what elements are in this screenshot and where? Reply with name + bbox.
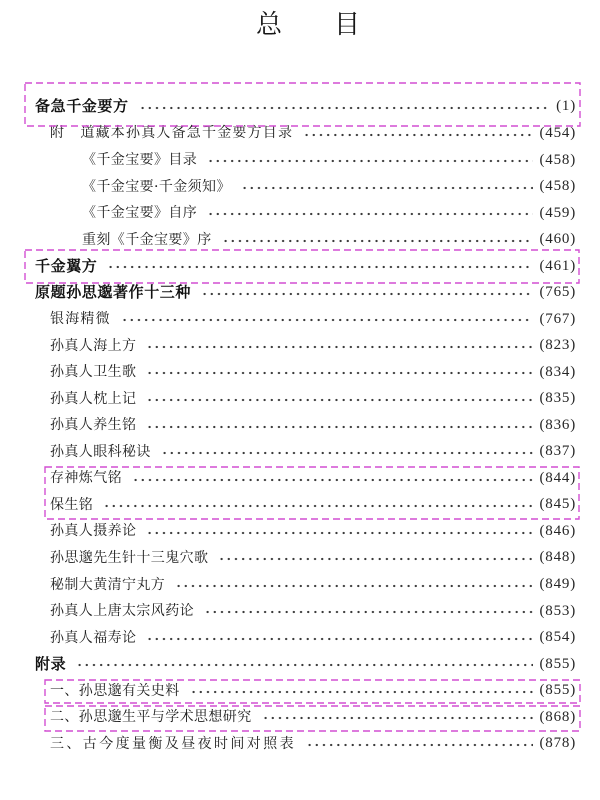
entry-page-number: (855) (539, 682, 576, 699)
entry-page-number: (767) (539, 310, 576, 327)
entry-title: 千金翼方 (35, 256, 98, 275)
dot-leader (146, 332, 532, 359)
entry-title: 《千金宝要》自序 (82, 205, 198, 222)
toc-subentry (0, 173, 576, 200)
toc-section (0, 253, 576, 280)
entry-page-number: (460) (539, 231, 576, 248)
dot-leader (303, 120, 532, 147)
toc-entry (0, 624, 576, 651)
dot-leader (241, 173, 533, 200)
entry-title: 《千金宝要·千金须知》 (82, 178, 231, 195)
entry-title: 备急千金要方 (35, 97, 129, 116)
entry-page-number: (461) (539, 257, 576, 274)
entry-title: 二、孙思邈生平与学术思想研究 (50, 709, 252, 726)
dot-leader (175, 571, 532, 598)
entry-page-number: (835) (539, 390, 576, 407)
entry-title: 保生铭 (50, 496, 94, 513)
dot-leader (146, 359, 532, 386)
toc-entry (0, 359, 576, 386)
entry-page-number: (454) (539, 124, 576, 141)
entry-title: 一、孙思邈有关史料 (50, 682, 180, 699)
dot-leader (201, 279, 532, 306)
toc-subentry (0, 226, 576, 253)
dot-leader (103, 492, 532, 519)
entry-page-number: (846) (539, 522, 576, 539)
entry-title: 重刻《千金宝要》序 (82, 231, 212, 248)
dot-leader (107, 253, 532, 280)
toc-section-heading (0, 279, 576, 306)
entry-title: 三、古今度量衡及昼夜时间对照表 (50, 735, 296, 752)
dot-leader (146, 386, 532, 413)
toc-entry (0, 598, 576, 625)
entry-title: 孙真人卫生歌 (50, 364, 137, 381)
entry-title: 孙真人上唐太宗风药论 (50, 603, 194, 620)
table-of-contents (0, 94, 576, 757)
dot-leader (76, 651, 532, 678)
entry-page-number: (836) (539, 416, 576, 433)
entry-page-number: (823) (539, 337, 576, 354)
entry-title: 附录 (35, 654, 67, 673)
entry-page-number: (855) (539, 655, 576, 672)
toc-entry (0, 412, 576, 439)
dot-leader (132, 465, 533, 492)
dot-leader (139, 94, 550, 121)
entry-title: 孙真人眼科秘诀 (50, 443, 151, 460)
page-title: 总目 (256, 10, 413, 40)
toc-subentry (0, 200, 576, 227)
entry-title: 存神炼气铭 (50, 470, 122, 487)
dot-leader (146, 412, 532, 439)
dot-leader (218, 545, 532, 572)
dot-leader (222, 226, 533, 253)
dot-leader (161, 439, 533, 466)
toc-section (0, 279, 576, 650)
entry-page-number: (848) (539, 549, 576, 566)
dot-leader (204, 598, 533, 625)
toc-entry (0, 677, 576, 704)
dot-leader (146, 624, 532, 651)
toc-section (0, 651, 576, 757)
toc-entry (0, 439, 576, 466)
entry-title: 孙真人枕上记 (50, 390, 137, 407)
entry-title: 孙真人福寿论 (50, 629, 137, 646)
dot-leader (121, 306, 533, 333)
toc-entry (0, 120, 576, 147)
entry-title: 原题孙思邈著作十三种 (35, 283, 192, 302)
entry-page-number: (844) (539, 469, 576, 486)
dot-leader (262, 704, 533, 731)
entry-title: 孙思邈先生针十三鬼穴歌 (50, 549, 209, 566)
entry-page-number: (878) (539, 735, 576, 752)
toc-entry (0, 545, 576, 572)
entry-title: 孙真人海上方 (50, 337, 137, 354)
entry-title: 秘制大黄清宁丸方 (50, 576, 166, 593)
entry-page-number: (834) (539, 363, 576, 380)
entry-page-number: (853) (539, 602, 576, 619)
entry-page-number: (458) (539, 178, 576, 195)
entry-page-number: (854) (539, 629, 576, 646)
toc-section (0, 94, 576, 253)
toc-entry (0, 704, 576, 731)
entry-page-number: (459) (539, 204, 576, 221)
toc-section-heading (0, 94, 576, 121)
toc-entry (0, 730, 576, 757)
entry-page-number: (765) (539, 284, 576, 301)
entry-title: 《千金宝要》目录 (82, 152, 198, 169)
entry-page-number: (1) (556, 98, 576, 115)
entry-title: 银海精微 (50, 311, 111, 328)
entry-page-number: (849) (539, 576, 576, 593)
toc-entry (0, 465, 576, 492)
toc-entry (0, 518, 576, 545)
entry-page-number: (845) (539, 496, 576, 513)
toc-section-heading (0, 651, 576, 678)
entry-title: 附 道藏本孙真人备急千金要方目录 (50, 125, 294, 142)
toc-subentry (0, 147, 576, 174)
entry-page-number: (868) (539, 708, 576, 725)
dot-leader (207, 147, 532, 174)
toc-section-heading (0, 253, 576, 280)
toc-entry (0, 386, 576, 413)
dot-leader (306, 730, 533, 757)
entry-title: 孙真人摄养论 (50, 523, 137, 540)
toc-entry (0, 492, 576, 519)
entry-page-number: (458) (539, 151, 576, 168)
toc-entry (0, 571, 576, 598)
dot-leader (207, 200, 532, 227)
entry-title: 孙真人养生铭 (50, 417, 137, 434)
dot-leader (146, 518, 532, 545)
dot-leader (190, 677, 533, 704)
entry-page-number: (837) (539, 443, 576, 460)
toc-entry (0, 306, 576, 333)
toc-entry (0, 332, 576, 359)
